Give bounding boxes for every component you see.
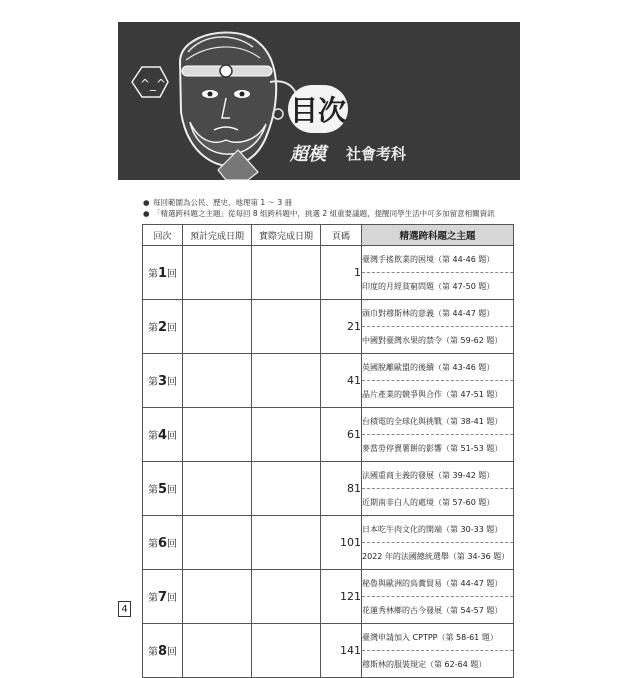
table-row — [143, 570, 514, 624]
round-cell: 第6回 — [143, 516, 183, 570]
topic-item: 穆斯林的服裝規定（第 62-64 題） — [362, 659, 487, 669]
table-row — [143, 354, 514, 408]
round-cell: 第2回 — [143, 300, 183, 354]
actual-date-cell[interactable] — [252, 408, 321, 462]
actual-date-cell[interactable] — [252, 624, 321, 678]
header-banner — [118, 22, 520, 180]
round-cell: 第7回 — [143, 570, 183, 624]
brand-name: 超模 — [290, 144, 326, 165]
table-row — [143, 624, 514, 678]
page-number: 4 — [118, 601, 131, 617]
actual-date-cell[interactable] — [252, 516, 321, 570]
schedule-table — [142, 224, 514, 678]
topic-item: 晶片產業的競爭與合作（第 47-51 題） — [362, 389, 503, 399]
actual-date-cell[interactable] — [252, 246, 321, 300]
table-row — [143, 462, 514, 516]
actual-date-cell[interactable] — [252, 300, 321, 354]
topics-cell — [362, 408, 514, 462]
topic-item: 秘魯與歐洲的鳥糞貿易（第 44-47 題） — [362, 570, 513, 597]
planned-date-cell[interactable] — [183, 300, 252, 354]
page-title: 目次 — [288, 85, 348, 133]
bullet-icon: ● — [143, 209, 150, 218]
table-row — [143, 300, 514, 354]
header-planned-date: 預計完成日期 — [183, 225, 252, 246]
note-item — [143, 197, 523, 208]
topic-item: 英國脫離歐盟的後續（第 43-46 題） — [362, 354, 513, 381]
topic-item: 臺灣申請加入 CPTPP（第 58-61 題） — [362, 624, 513, 651]
topic-item: 頭巾對穆斯林的意義（第 44-47 題） — [362, 300, 513, 327]
topic-item: 臺灣手搖飲業的困境（第 44-46 題） — [362, 246, 513, 273]
header-page: 頁碼 — [321, 225, 362, 246]
round-cell: 第5回 — [143, 462, 183, 516]
topics-cell — [362, 570, 514, 624]
svg-text:^_^: ^_^ — [140, 77, 167, 91]
topic-item: 中國對臺灣水果的禁令（第 59-62 題） — [362, 335, 503, 345]
note-text: 「精選跨科題之主題」從每回 8 組跨科題中，挑選 2 組重要議題，提醒同學生活中可多加留意相關資訊 — [153, 209, 495, 218]
topic-item: 2022 年的法國總統選舉（第 34-36 題） — [362, 551, 510, 561]
topic-item: 印度的月經貧窮問題（第 47-50 題） — [362, 281, 495, 291]
topics-cell — [362, 246, 514, 300]
page-cell: 61 — [321, 408, 362, 462]
page-cell: 41 — [321, 354, 362, 408]
header-round: 回次 — [143, 225, 183, 246]
planned-date-cell[interactable] — [183, 462, 252, 516]
table-row — [143, 408, 514, 462]
table-row — [143, 516, 514, 570]
page-cell: 21 — [321, 300, 362, 354]
header-actual-date: 實際完成日期 — [252, 225, 321, 246]
notes — [143, 197, 523, 219]
page-cell: 1 — [321, 246, 362, 300]
actual-date-cell[interactable] — [252, 570, 321, 624]
round-cell: 第4回 — [143, 408, 183, 462]
topics-cell — [362, 462, 514, 516]
bullet-icon: ● — [143, 198, 150, 207]
planned-date-cell[interactable] — [183, 570, 252, 624]
topics-cell — [362, 300, 514, 354]
subject-name: 社會考科 — [346, 145, 407, 163]
planned-date-cell[interactable] — [183, 354, 252, 408]
page-cell: 121 — [321, 570, 362, 624]
page-cell: 101 — [321, 516, 362, 570]
round-cell: 第3回 — [143, 354, 183, 408]
round-cell: 第1回 — [143, 246, 183, 300]
topic-item: 麥當勞停賣薯餅的影響（第 51-53 題） — [362, 443, 503, 453]
note-text: 每回範圍為公民、歷史、地理第 1 ～ 3 冊 — [153, 198, 293, 207]
table-header-row — [143, 225, 514, 246]
topics-cell — [362, 516, 514, 570]
planned-date-cell[interactable] — [183, 516, 252, 570]
page-cell: 141 — [321, 624, 362, 678]
planned-date-cell[interactable] — [183, 408, 252, 462]
topic-item: 日本吃牛肉文化的開端（第 30-33 題） — [362, 516, 513, 543]
actual-date-cell[interactable] — [252, 354, 321, 408]
planned-date-cell[interactable] — [183, 624, 252, 678]
table-row — [143, 246, 514, 300]
topics-cell — [362, 354, 514, 408]
topic-item: 台積電的全球化與挑戰（第 38-41 題） — [362, 408, 513, 435]
actual-date-cell[interactable] — [252, 462, 321, 516]
topics-cell — [362, 624, 514, 678]
planned-date-cell[interactable] — [183, 246, 252, 300]
header-topics: 精選跨科題之主題 — [362, 225, 514, 246]
topic-item: 花蓮秀林鄉的古今發展（第 54-57 題） — [362, 605, 503, 615]
topic-item: 近期南非白人的處境（第 57-60 題） — [362, 497, 495, 507]
page-cell: 81 — [321, 462, 362, 516]
topic-item: 法國重商主義的發展（第 39-42 題） — [362, 462, 513, 489]
note-item — [143, 208, 523, 219]
round-cell: 第8回 — [143, 624, 183, 678]
